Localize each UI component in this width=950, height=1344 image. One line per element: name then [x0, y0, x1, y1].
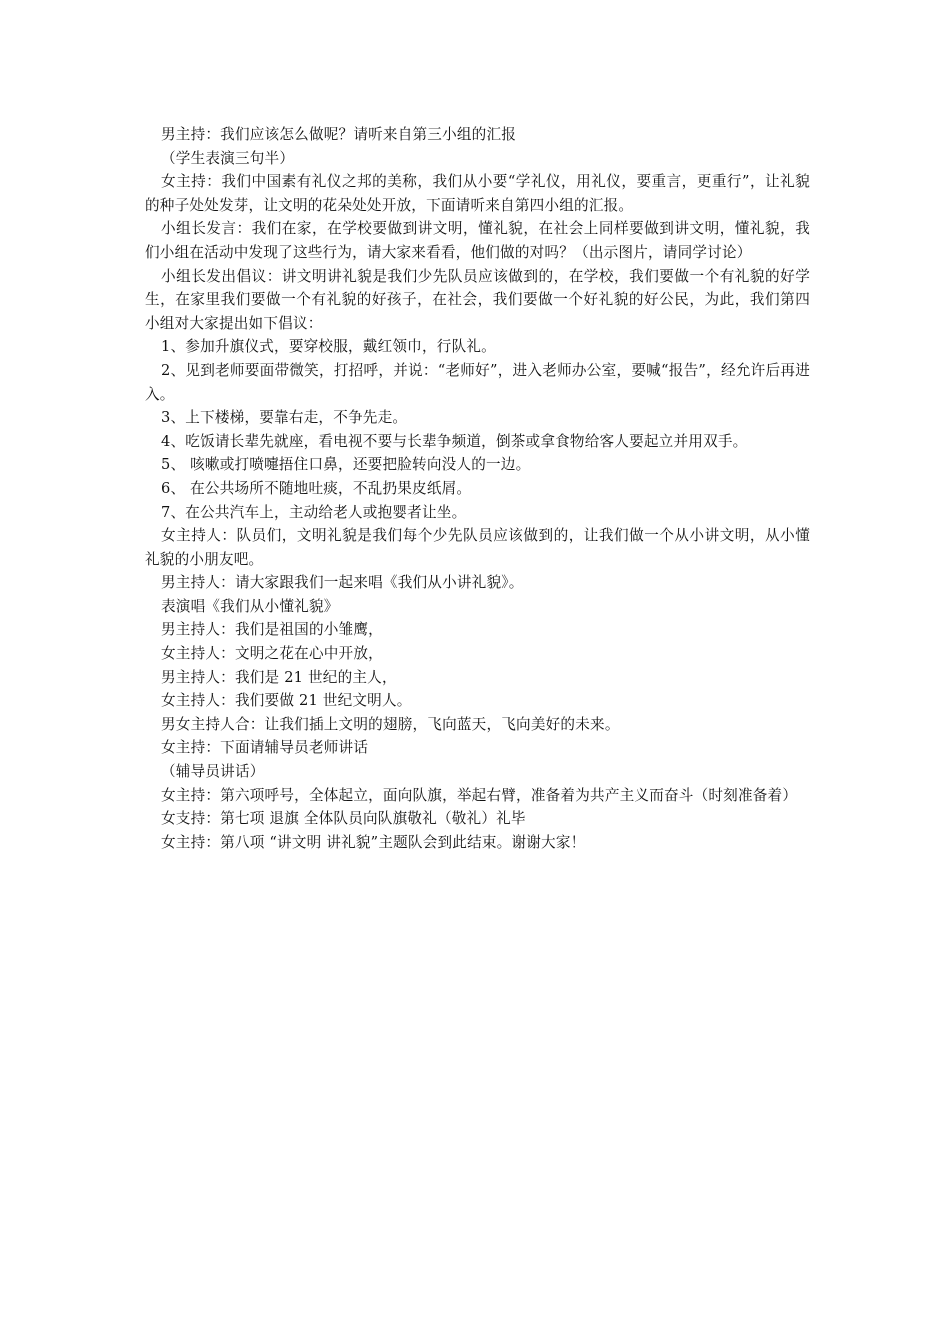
list-item: 7、在公共汽车上，主动给老人或抱婴者让坐。 [161, 503, 467, 521]
list-item: 2、见到老师要面带微笑，打招呼，并说：“老师好”，进入老师办公室，要喊“报告”，经允许后再进入。 [145, 361, 810, 403]
paragraph: 小组长发出倡议：讲文明讲礼貌是我们少先队员应该做到的，在学校，我们要做一个有礼貌的好学生，在家里我们要做一个有礼貌的好孩子，在社会，我们要做一个好礼貌的好公民，为此，我们第四小组对大家提出如下倡议： [145, 267, 810, 332]
paragraph: 小组长发言：我们在家，在学校要做到讲文明，懂礼貌，在社会上同样要做到讲文明，懂礼貌，我们小组在活动中发现了这些行为，请大家来看看，他们做的对吗？（出示图片，请同学讨论） [145, 220, 810, 261]
paragraph: 女主持人：队员们，文明礼貌是我们每个少先队员应该做到的，让我们做一个从小讲文明，从小懂礼貌的小朋友吧。 [145, 527, 810, 568]
paragraph: 女主持：第六项呼号，全体起立，面向队旗，举起右臂，准备着为共产主义而奋斗（时刻准备着） [161, 786, 798, 804]
list-item: 6、 在公共场所不随地吐痰，不乱扔果皮纸屑。 [161, 479, 472, 497]
list-item: 3、上下楼梯，要靠右走，不争先走。 [161, 409, 408, 427]
document-body [145, 123, 810, 854]
paragraph: 男主持人：请大家跟我们一起来唱《我们从小讲礼貌》。 [161, 574, 524, 592]
paragraph: 男主持人：我们是 21 世纪的主人， [161, 668, 397, 686]
list-item: 4、吃饭请长辈先就座，看电视不要与长辈争频道，倒茶或拿食物给客人要起立并用双手。 [161, 432, 748, 450]
paragraph: 男主持人：我们是祖国的小雏鹰， [161, 621, 383, 639]
list-item: 1、参加升旗仪式，要穿校服，戴红领巾，行队礼。 [161, 338, 496, 356]
paragraph: 女主持人：文明之花在心中开放， [161, 645, 383, 663]
paragraph: （学生表演三句半） [161, 149, 295, 167]
paragraph: 女主持人：我们要做 21 世纪文明人。 [161, 692, 412, 710]
paragraph: 女主持：第八项 “讲文明 讲礼貌”主题队会到此结束。谢谢大家！ [161, 833, 586, 851]
paragraph: 表演唱《我们从小懂礼貌》 [161, 597, 339, 615]
paragraph: 女支持：第七项 退旗 全体队员向队旗敬礼（敬礼）礼毕 [161, 810, 526, 828]
paragraph: 女主持：下面请辅导员老师讲话 [161, 739, 369, 757]
paragraph: 男主持：我们应该怎么做呢？请听来自第三小组的汇报 [161, 126, 517, 143]
paragraph: 男女主持人合：让我们插上文明的翅膀，飞向蓝天，飞向美好的未来。 [161, 715, 620, 733]
paragraph: 女主持：我们中国素有礼仪之邦的美称，我们从小要“学礼仪，用礼仪，要重言，更重行”，让礼貌的种子处处发芽，让文明的花朵处处开放，下面请听来自第四小组的汇报。 [145, 173, 810, 214]
list-item: 5、 咳嗽或打喷嚏捂住口鼻，还要把脸转向没人的一边。 [161, 456, 531, 474]
paragraph: （辅导员讲话） [161, 763, 265, 781]
